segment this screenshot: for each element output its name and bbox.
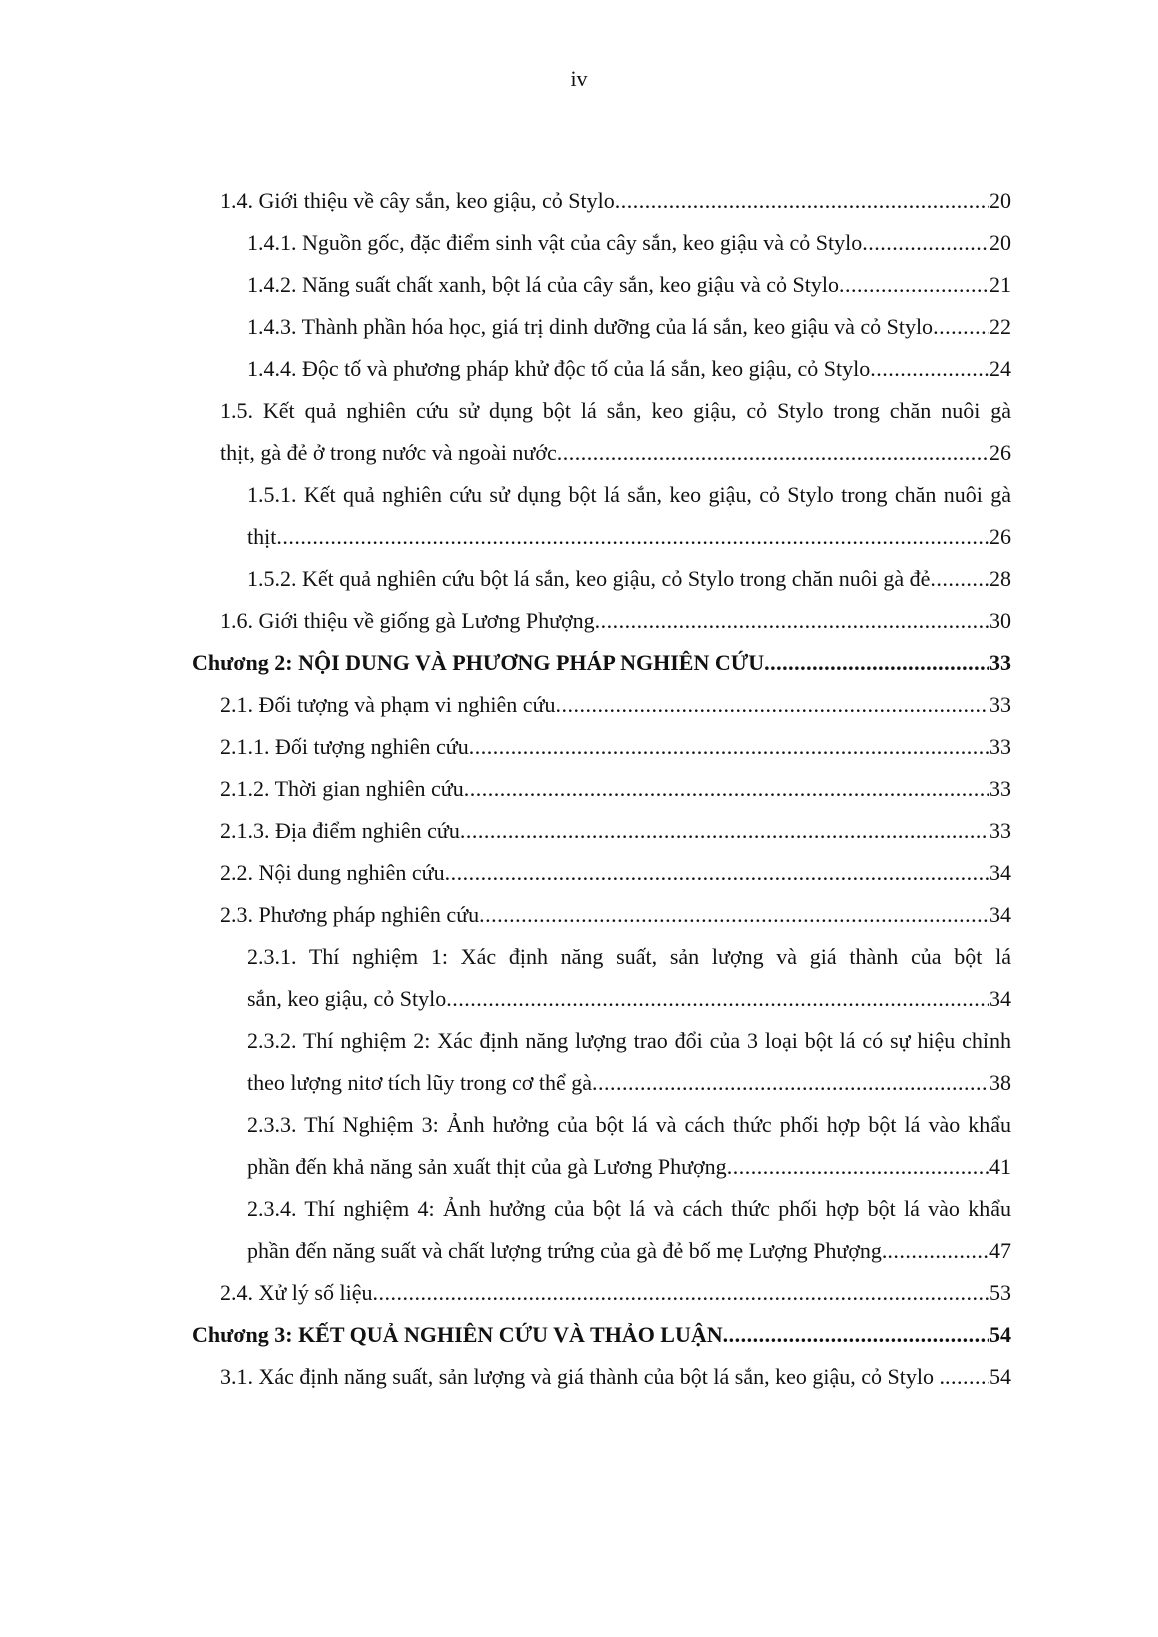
toc-entry-2-1-3[interactable] xyxy=(220,816,1011,846)
toc-page-number: 21 xyxy=(989,272,1011,297)
toc-entry-2-3-1-line1[interactable] xyxy=(247,942,1011,972)
toc-entry-1-4[interactable] xyxy=(220,186,1011,216)
toc-entry-title: 1.6. Giới thiệu về giống gà Lương Phượng xyxy=(220,608,595,633)
toc-page-number: 33 xyxy=(989,692,1011,717)
toc-entry-title: thịt, gà đẻ ở trong nước và ngoài nước xyxy=(220,440,557,465)
toc-entry-title: 1.5.2. Kết quả nghiên cứu bột lá sắn, keo giậu, cỏ Stylo trong chăn nuôi gà đẻ xyxy=(247,566,931,591)
dot-leader xyxy=(887,1236,989,1266)
toc-entry-title: 2.2. Nội dung nghiên cứu xyxy=(220,860,445,885)
toc-entry-title: 1.4. Giới thiệu về cây sắn, keo giậu, cỏ Stylo xyxy=(220,188,615,213)
toc-entry-title: 1.4.4. Độc tố và phương pháp khử độc tố của lá sắn, keo giậu, cỏ Stylo xyxy=(247,356,871,381)
toc-entry-title: phần đến năng suất và chất lượng trứng của gà đẻ bố mẹ Lượng Phượng. xyxy=(247,1238,888,1263)
toc-entry-title-line1: 1.5.1. Kết quả nghiên cứu sử dụng bột lá sắn, keo giậu, cỏ Stylo trong chăn nuôi gà xyxy=(247,482,1011,507)
toc-entry-title-line1: 2.3.4. Thí nghiệm 4: Ảnh hưởng của bột lá và cách thức phối hợp bột lá vào khẩu xyxy=(247,1196,1011,1221)
dot-leader xyxy=(862,228,989,258)
page-number: iv xyxy=(570,66,588,91)
toc-chapter-3[interactable] xyxy=(192,1320,1011,1350)
toc-page-number: 20 xyxy=(989,230,1011,255)
toc-entry-2-1-1[interactable] xyxy=(220,732,1011,762)
toc-entry-title: 3.1. Xác định năng suất, sản lượng và giá thành của bột lá sắn, keo giậu, cỏ Stylo . xyxy=(220,1364,945,1389)
toc-entry-title: 2.1.2. Thời gian nghiên cứu xyxy=(220,776,464,801)
toc-page-number: 41 xyxy=(989,1154,1011,1179)
toc-entry-2-2[interactable] xyxy=(220,858,1011,888)
dot-leader xyxy=(723,1320,989,1350)
toc-entry-title: sắn, keo giậu, cỏ Stylo xyxy=(247,986,447,1011)
toc-chapter-title: Chương 2: NỘI DUNG VÀ PHƯƠNG PHÁP NGHIÊN CỨU xyxy=(192,650,765,675)
toc-entry-2-3-1[interactable] xyxy=(247,984,1011,1014)
toc-entry-2-3-4[interactable] xyxy=(247,1236,1011,1266)
toc-entry-2-4[interactable] xyxy=(220,1278,1011,1308)
toc-entry-title-line1: 2.3.3. Thí Nghiệm 3: Ảnh hưởng của bột lá và cách thức phối hợp bột lá vào khẩu xyxy=(247,1112,1011,1137)
toc-entry-title: 2.1. Đối tượng và phạm vi nghiên cứu xyxy=(220,692,556,717)
dot-leader xyxy=(372,1278,989,1308)
toc-entry-1-5-1[interactable] xyxy=(247,522,1011,552)
toc-page-number: 33 xyxy=(989,818,1011,843)
dot-leader xyxy=(615,186,989,216)
toc-entry-3-1[interactable] xyxy=(220,1362,1011,1392)
toc-entry-title: 2.3. Phương pháp nghiên cứu xyxy=(220,902,480,927)
toc-entry-2-3-4-line1[interactable] xyxy=(247,1194,1011,1224)
dot-leader xyxy=(764,648,989,678)
toc-entry-2-3-3-line1[interactable] xyxy=(247,1110,1011,1140)
toc-page-number: 47 xyxy=(989,1238,1011,1263)
dot-leader xyxy=(930,564,989,594)
toc-page-number: 28 xyxy=(989,566,1011,591)
toc-entry-1-4-4[interactable] xyxy=(247,354,1011,384)
dot-leader xyxy=(595,606,989,636)
toc-entry-title: thịt xyxy=(247,524,277,549)
toc-entry-1-6[interactable] xyxy=(220,606,1011,636)
toc-entry-2-3-2[interactable] xyxy=(247,1068,1011,1098)
dot-leader xyxy=(445,858,989,888)
dot-leader xyxy=(945,1362,989,1392)
toc-page-number: 30 xyxy=(989,608,1011,633)
toc-entry-1-5-2[interactable] xyxy=(247,564,1011,594)
toc-entry-title: 2.4. Xử lý số liệu xyxy=(220,1280,373,1305)
toc-entry-title-line1: 2.3.1. Thí nghiệm 1: Xác định năng suất, sản lượng và giá thành của bột lá xyxy=(247,944,1011,969)
toc-entry-1-4-2[interactable] xyxy=(247,270,1011,300)
toc-entry-2-3-2-line1[interactable] xyxy=(247,1026,1011,1056)
toc-page-number: 53 xyxy=(989,1280,1011,1305)
toc-entry-2-3[interactable] xyxy=(220,900,1011,930)
dot-leader xyxy=(460,816,989,846)
toc-page-number: 34 xyxy=(989,986,1011,1011)
dot-leader xyxy=(446,984,989,1014)
toc-entry-1-4-3[interactable] xyxy=(247,312,1011,342)
toc-page-number: 33 xyxy=(989,776,1011,801)
toc-page-number: 26 xyxy=(989,524,1011,549)
toc-entry-1-5-1-line1[interactable] xyxy=(247,480,1011,510)
toc-entry-2-1[interactable] xyxy=(220,690,1011,720)
dot-leader xyxy=(464,774,989,804)
dot-leader xyxy=(557,438,989,468)
toc-entry-title-line1: 1.5. Kết quả nghiên cứu sử dụng bột lá sắn, keo giậu, cỏ Stylo trong chăn nuôi gà xyxy=(220,398,1011,423)
toc-entry-title: 1.4.2. Năng suất chất xanh, bột lá của cây sắn, keo giậu và cỏ Stylo xyxy=(247,272,840,297)
toc-page-number: 20 xyxy=(989,188,1011,213)
toc-entry-title: 1.4.3. Thành phần hóa học, giá trị dinh dưỡng của lá sắn, keo giậu và cỏ Stylo xyxy=(247,314,934,339)
toc-entry-title: 2.1.3. Địa điểm nghiên cứu xyxy=(220,818,460,843)
dot-leader xyxy=(592,1068,989,1098)
toc-entry-1-5[interactable] xyxy=(220,438,1011,468)
toc-entry-title: 2.1.1. Đối tượng nghiên cứu xyxy=(220,734,469,759)
toc-page-number: 54 xyxy=(989,1322,1011,1347)
toc-page-number: 33 xyxy=(989,650,1011,675)
toc-page-number: 38 xyxy=(989,1070,1011,1095)
toc-page-number: 34 xyxy=(989,902,1011,927)
toc-page-number: 22 xyxy=(989,314,1011,339)
toc-page-number: 24 xyxy=(989,356,1011,381)
toc-chapter-2[interactable] xyxy=(192,648,1011,678)
dot-leader xyxy=(727,1152,989,1182)
toc-entry-title: theo lượng nitơ tích lũy trong cơ thể gà xyxy=(247,1070,592,1095)
toc-chapter-title: Chương 3: KẾT QUẢ NGHIÊN CỨU VÀ THẢO LUẬN xyxy=(192,1322,723,1347)
toc-entry-title: phần đến khả năng sản xuất thịt của gà Lương Phượng xyxy=(247,1154,727,1179)
toc-page-number: 33 xyxy=(989,734,1011,759)
toc-entry-title-line1: 2.3.2. Thí nghiệm 2: Xác định năng lượng trao đổi của 3 loại bột lá có sự hiệu chỉnh xyxy=(247,1028,1011,1053)
dot-leader xyxy=(870,354,989,384)
toc-entry-2-1-2[interactable] xyxy=(220,774,1011,804)
toc-entry-1-4-1[interactable] xyxy=(247,228,1011,258)
toc-entry-title: 1.4.1. Nguồn gốc, đặc điểm sinh vật của cây sắn, keo giậu và cỏ Stylo xyxy=(247,230,863,255)
toc-entry-1-5-line1[interactable] xyxy=(220,396,1011,426)
dot-leader xyxy=(933,312,989,342)
toc-page-number: 26 xyxy=(989,440,1011,465)
toc-page-number: 34 xyxy=(989,860,1011,885)
dot-leader xyxy=(839,270,989,300)
dot-leader xyxy=(479,900,989,930)
dot-leader xyxy=(276,522,989,552)
toc-entry-2-3-3[interactable] xyxy=(247,1152,1011,1182)
toc-page-number: 54 xyxy=(989,1364,1011,1389)
dot-leader xyxy=(556,690,990,720)
dot-leader xyxy=(469,732,989,762)
